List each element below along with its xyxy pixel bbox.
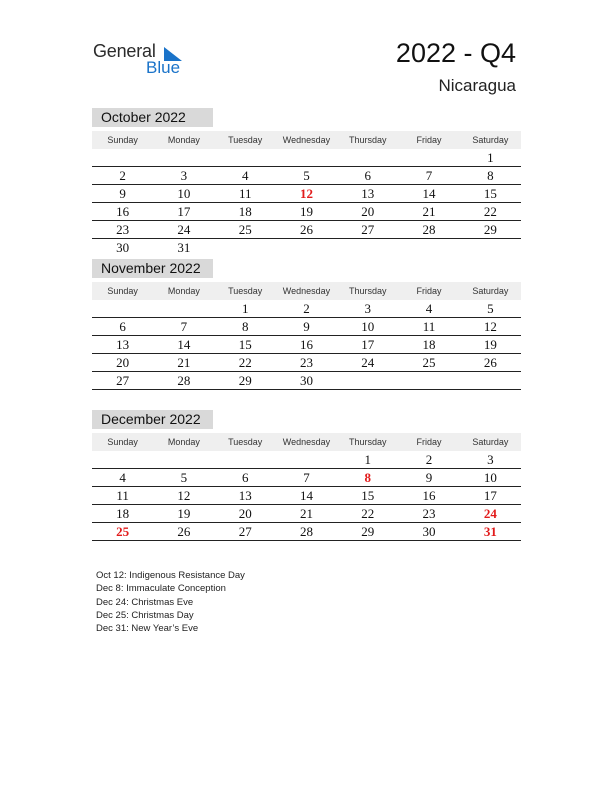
- day-cell: 6: [364, 168, 372, 183]
- weekday-label: Thursday: [349, 286, 387, 296]
- day-cell: 3: [487, 452, 494, 467]
- day-cell: 21: [422, 204, 436, 219]
- day-cell: 30: [116, 240, 130, 255]
- day-cell: 31: [177, 240, 191, 255]
- day-cell: 26: [299, 222, 313, 237]
- day-cell: [215, 149, 276, 166]
- week-row: [92, 221, 521, 239]
- week-row: [92, 318, 521, 336]
- day-cell: 8: [241, 319, 249, 334]
- day-cell: 13: [361, 186, 375, 201]
- holiday-day-cell: 25: [116, 524, 130, 539]
- day-cell: 12: [177, 488, 191, 503]
- weekday-label: Sunday: [107, 437, 138, 447]
- day-cell: 11: [422, 319, 436, 334]
- page-title: 2022 - Q4: [395, 38, 516, 68]
- day-cell: [153, 149, 214, 166]
- day-cell: [276, 239, 337, 256]
- day-cell: 3: [364, 301, 372, 316]
- day-cell: 17: [483, 488, 497, 503]
- day-cell: 22: [361, 506, 375, 521]
- day-cell: 24: [177, 222, 191, 237]
- day-cell: 26: [483, 355, 497, 370]
- day-cell: 8: [487, 168, 494, 183]
- day-cell: 5: [487, 301, 494, 316]
- day-cell: 29: [238, 373, 252, 388]
- day-cell: 13: [116, 337, 130, 352]
- week-row: [92, 523, 521, 541]
- day-cell: [153, 451, 214, 468]
- day-cell: 30: [422, 524, 436, 539]
- day-cell: 11: [238, 186, 252, 201]
- week-row: [92, 203, 521, 221]
- weekday-header-row: [92, 282, 521, 300]
- weekday-label: Wednesday: [282, 286, 331, 296]
- day-cell: 7: [180, 319, 188, 334]
- day-cell: 22: [238, 355, 252, 370]
- day-cell: 27: [361, 222, 375, 237]
- weekday-label: Thursday: [349, 135, 387, 145]
- day-cell: 2: [119, 168, 126, 183]
- month-november: [92, 259, 521, 390]
- day-cell: 21: [299, 506, 313, 521]
- week-row: [92, 451, 521, 469]
- holiday-day-cell: 31: [483, 524, 497, 539]
- day-cell: 2: [425, 452, 433, 467]
- day-cell: 23: [116, 222, 130, 237]
- day-cell: [153, 300, 214, 317]
- day-cell: 29: [361, 524, 375, 539]
- day-cell: 4: [119, 470, 126, 485]
- holiday-day-cell: 8: [364, 470, 372, 485]
- day-cell: 13: [238, 488, 252, 503]
- weekday-label: Saturday: [472, 437, 509, 447]
- day-cell: 16: [116, 204, 130, 219]
- day-cell: 24: [361, 355, 375, 370]
- day-cell: [337, 372, 398, 389]
- day-cell: 10: [177, 186, 191, 201]
- day-cell: 5: [180, 470, 188, 485]
- week-row: [92, 167, 521, 185]
- day-cell: 19: [299, 204, 313, 219]
- day-cell: 20: [116, 355, 130, 370]
- day-cell: 1: [241, 301, 249, 316]
- day-cell: 18: [116, 506, 130, 521]
- holiday-note: Dec 25: Christmas Day: [96, 609, 194, 621]
- weekday-label: Sunday: [107, 286, 138, 296]
- country-name: Nicaragua: [438, 76, 516, 95]
- week-row: [92, 505, 521, 523]
- day-cell: 25: [238, 222, 252, 237]
- weekday-label: Friday: [416, 135, 442, 145]
- week-row: [92, 487, 521, 505]
- month-december: [92, 410, 521, 541]
- day-cell: 18: [238, 204, 252, 219]
- holiday-note: Oct 12: Indigenous Resistance Day: [96, 570, 245, 581]
- day-cell: [92, 300, 153, 317]
- day-cell: 7: [425, 168, 433, 183]
- day-cell: 19: [483, 337, 497, 352]
- day-cell: 14: [422, 186, 436, 201]
- day-cell: 14: [299, 488, 313, 503]
- day-cell: 9: [303, 319, 310, 334]
- week-row: [92, 372, 521, 390]
- logo-blue-text: Blue: [146, 58, 181, 77]
- day-cell: 14: [177, 337, 191, 352]
- weekday-label: Friday: [416, 286, 442, 296]
- day-cell: 25: [422, 355, 436, 370]
- weekday-header-row: [92, 131, 521, 149]
- day-cell: [215, 451, 276, 468]
- day-cell: [92, 451, 153, 468]
- holiday-note: Dec 31: New Year’s Eve: [96, 623, 199, 635]
- month-title: October 2022: [92, 108, 213, 127]
- day-cell: [215, 239, 276, 256]
- weekday-header-row: [92, 433, 521, 451]
- holiday-day-cell: 12: [299, 186, 313, 201]
- holiday-day-cell: 24: [483, 506, 497, 521]
- day-cell: 20: [361, 204, 375, 219]
- day-cell: 15: [238, 337, 252, 352]
- day-cell: 16: [299, 337, 313, 352]
- day-cell: [460, 239, 521, 256]
- weekday-label: Tuesday: [228, 437, 263, 447]
- day-cell: 27: [238, 524, 252, 539]
- holiday-note: Dec 24: Christmas Eve: [96, 596, 194, 608]
- day-cell: [398, 372, 459, 389]
- day-cell: 30: [299, 373, 313, 388]
- day-cell: 23: [299, 355, 313, 370]
- day-cell: 9: [425, 470, 433, 485]
- day-cell: 6: [241, 470, 249, 485]
- day-cell: 12: [483, 319, 497, 334]
- day-cell: 5: [303, 168, 310, 183]
- week-row: [92, 239, 521, 256]
- week-row: [92, 354, 521, 372]
- week-row: [92, 149, 521, 167]
- weekday-label: Monday: [167, 135, 200, 145]
- holiday-notes: [96, 569, 245, 635]
- weekday-label: Wednesday: [282, 135, 331, 145]
- day-cell: 23: [422, 506, 436, 521]
- day-cell: [276, 149, 337, 166]
- week-row: [92, 185, 521, 203]
- week-row: [92, 336, 521, 354]
- day-cell: [337, 149, 398, 166]
- day-cell: 3: [180, 168, 188, 183]
- logo: [93, 41, 193, 81]
- weekday-label: Saturday: [472, 286, 509, 296]
- weekday-label: Sunday: [107, 135, 138, 145]
- day-cell: 7: [303, 470, 310, 485]
- day-cell: [460, 372, 521, 389]
- weekday-label: Friday: [416, 437, 442, 447]
- day-cell: 28: [177, 373, 191, 388]
- day-cell: [337, 239, 398, 256]
- day-cell: 1: [364, 452, 372, 467]
- day-cell: 15: [361, 488, 375, 503]
- day-cell: 19: [177, 506, 191, 521]
- day-cell: 22: [483, 204, 497, 219]
- day-cell: [276, 451, 337, 468]
- day-cell: 16: [422, 488, 436, 503]
- day-cell: 10: [483, 470, 497, 485]
- week-row: [92, 469, 521, 487]
- day-cell: [398, 149, 459, 166]
- day-cell: 9: [119, 186, 126, 201]
- day-cell: 17: [361, 337, 375, 352]
- day-cell: 20: [238, 506, 252, 521]
- weekday-label: Wednesday: [282, 437, 331, 447]
- day-cell: 27: [116, 373, 130, 388]
- day-cell: 1: [487, 150, 494, 165]
- day-cell: 10: [361, 319, 375, 334]
- weekday-label: Thursday: [349, 437, 387, 447]
- day-cell: 26: [177, 524, 191, 539]
- day-cell: 17: [177, 204, 191, 219]
- day-cell: 2: [303, 301, 310, 316]
- day-cell: 28: [299, 524, 313, 539]
- holiday-note: Dec 8: Immaculate Conception: [96, 583, 226, 595]
- weekday-label: Saturday: [472, 135, 509, 145]
- day-cell: 15: [483, 186, 497, 201]
- weekday-label: Monday: [167, 286, 200, 296]
- logo-general-text: General: [93, 41, 156, 61]
- week-row: [92, 300, 521, 318]
- weekday-label: Tuesday: [228, 135, 263, 145]
- month-title: November 2022: [92, 259, 213, 278]
- day-cell: 4: [241, 168, 249, 183]
- day-cell: 4: [425, 301, 433, 316]
- day-cell: 11: [116, 488, 129, 503]
- day-cell: 21: [177, 355, 191, 370]
- month-october: [92, 108, 521, 256]
- day-cell: 6: [119, 319, 126, 334]
- day-cell: 28: [422, 222, 436, 237]
- weekday-label: Monday: [167, 437, 200, 447]
- weekday-label: Tuesday: [228, 286, 263, 296]
- day-cell: 29: [483, 222, 497, 237]
- day-cell: [92, 149, 153, 166]
- day-cell: 18: [422, 337, 436, 352]
- day-cell: [398, 239, 459, 256]
- month-title: December 2022: [92, 410, 213, 429]
